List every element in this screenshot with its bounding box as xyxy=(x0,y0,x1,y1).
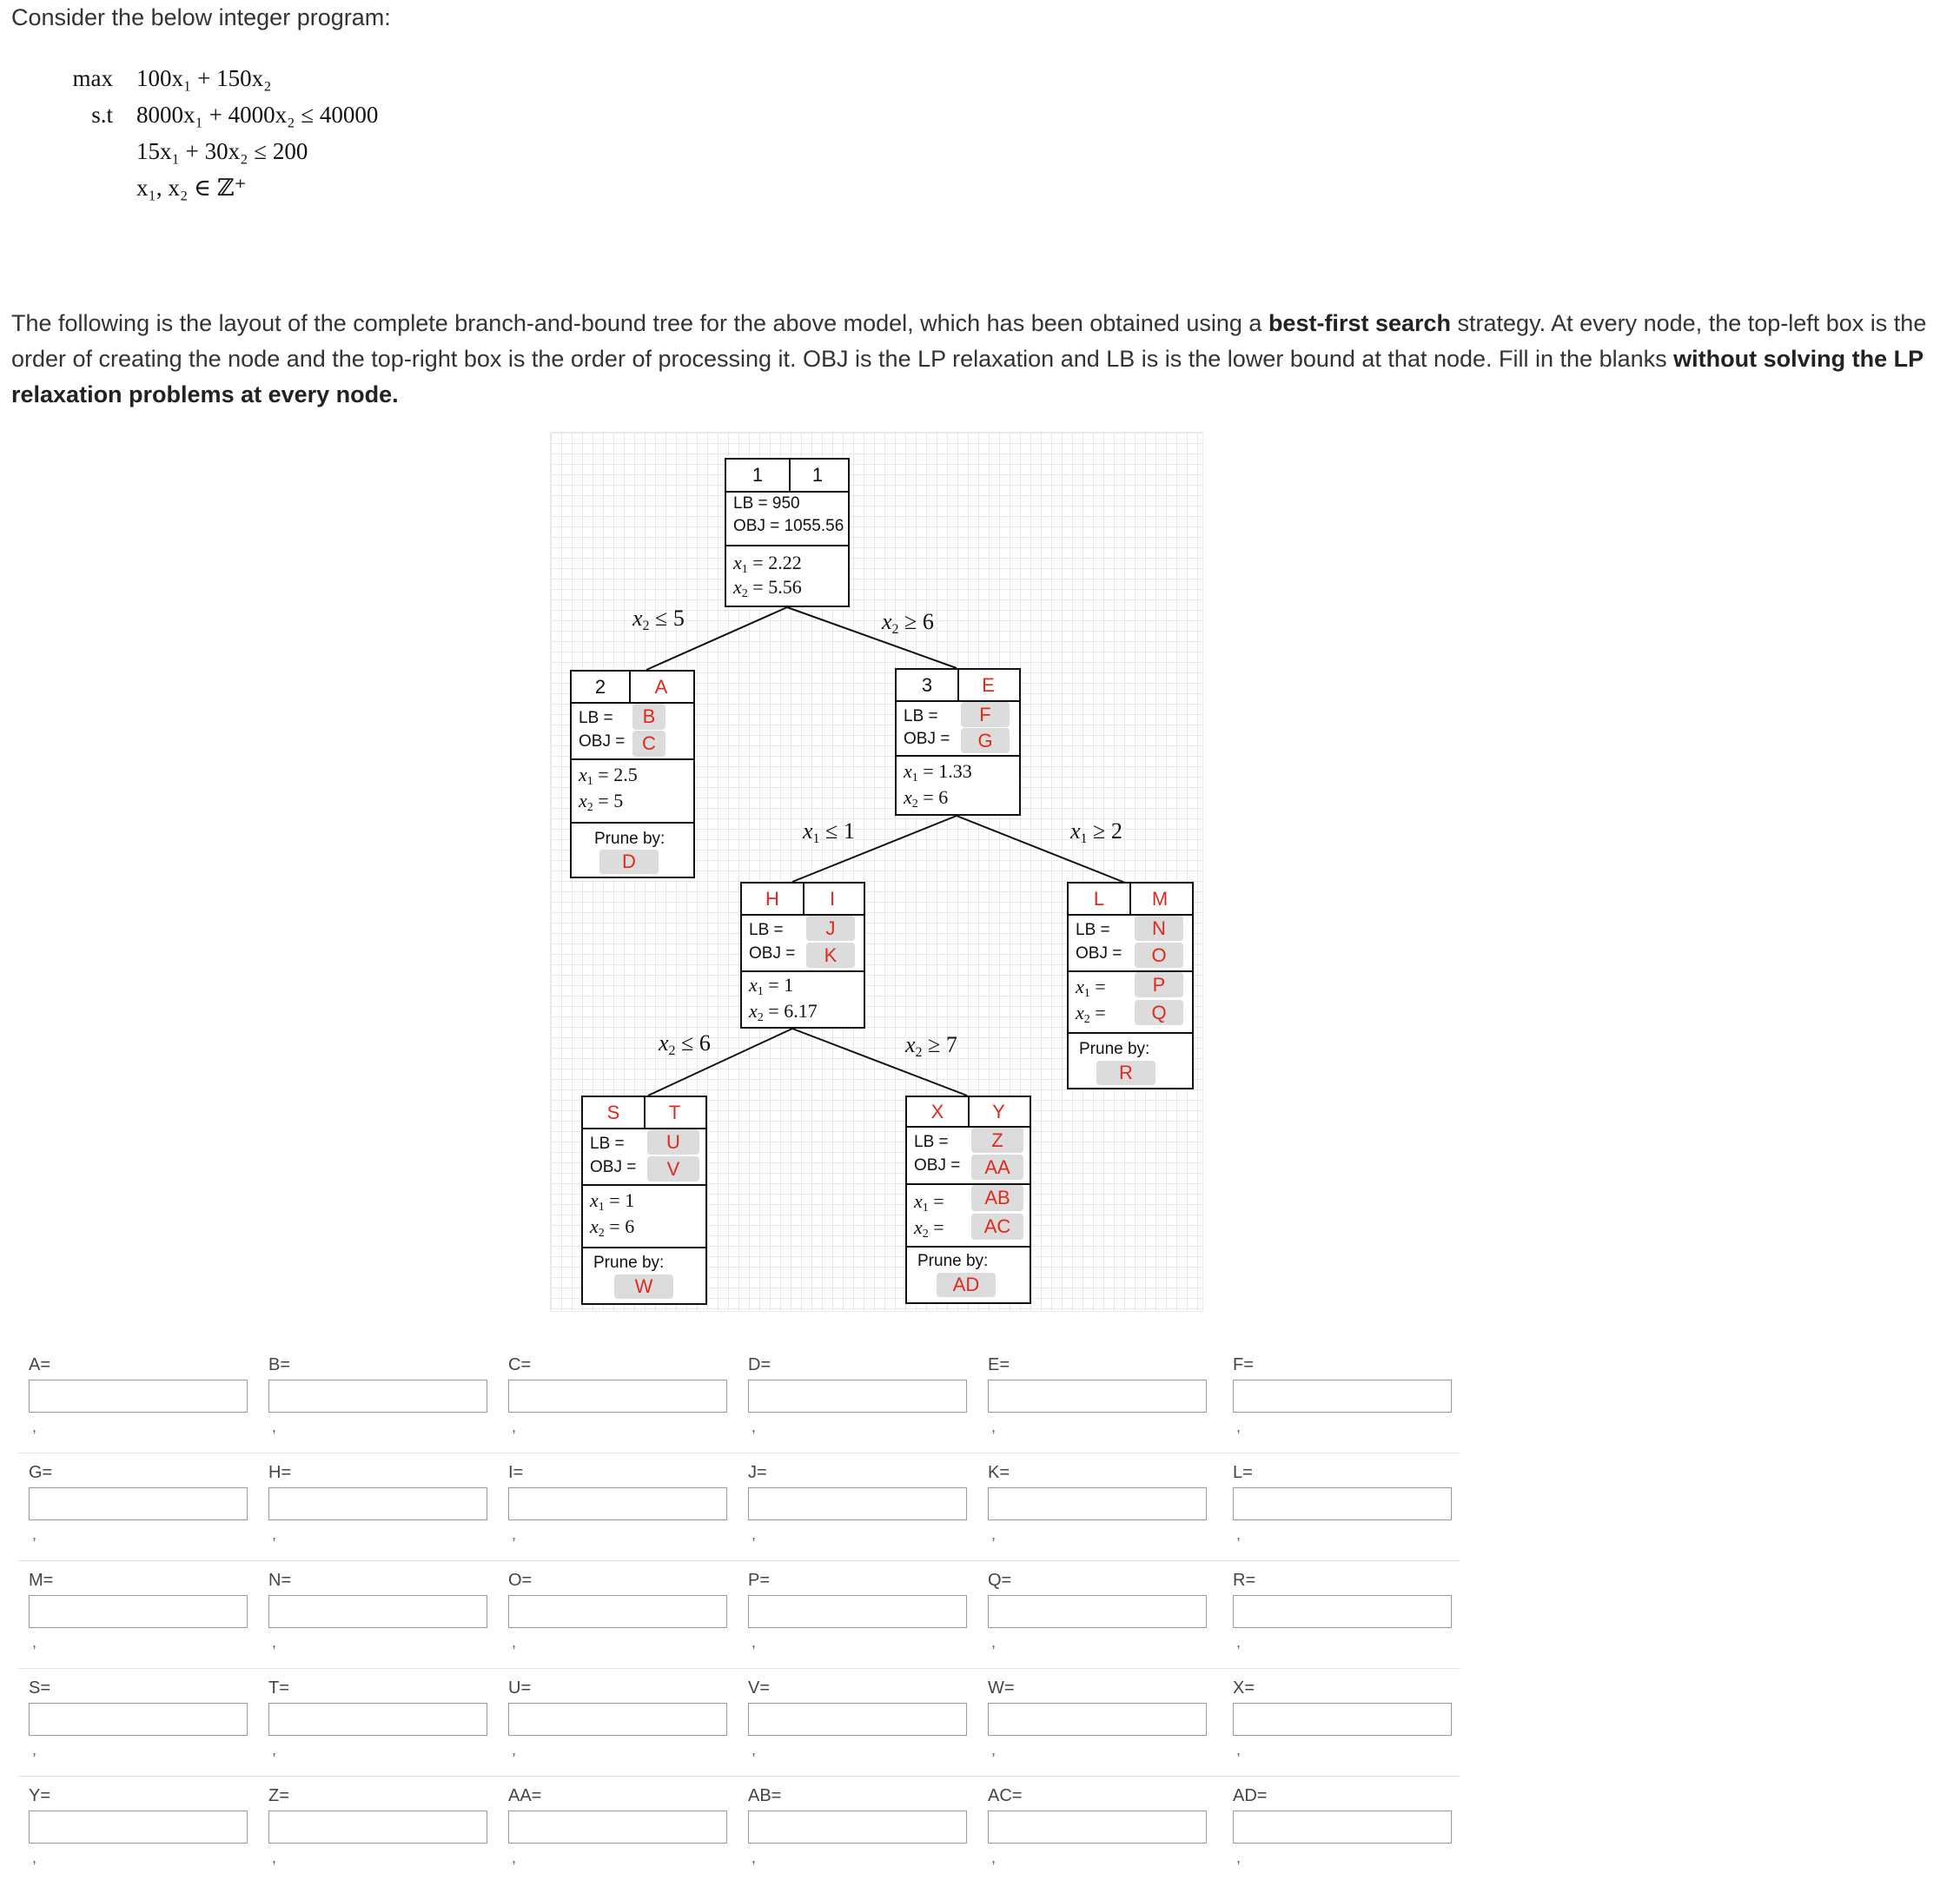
answer-cell xyxy=(498,1453,724,1560)
nodes-processed-blank: T xyxy=(668,1101,681,1123)
answer-input[interactable] xyxy=(508,1380,727,1413)
node3-obj-blank: G xyxy=(961,728,1010,753)
nodex-prune-blank: AD xyxy=(937,1273,996,1297)
answer-input[interactable] xyxy=(988,1703,1207,1736)
nodex-obj-blank: AA xyxy=(971,1155,1023,1180)
answer-label: Z= xyxy=(268,1786,289,1805)
answer-tick: , xyxy=(32,1849,37,1866)
answer-input[interactable] xyxy=(1233,1595,1452,1628)
answer-label: S= xyxy=(29,1678,51,1698)
answer-input[interactable] xyxy=(268,1811,487,1844)
answer-label: A= xyxy=(29,1355,51,1374)
answer-tick: , xyxy=(32,1526,37,1543)
answer-cell xyxy=(258,1453,484,1560)
node3-obj-label: OBJ = xyxy=(904,730,950,748)
answer-cell xyxy=(738,1345,963,1453)
answer-cell xyxy=(1222,1453,1448,1560)
answer-tick: , xyxy=(512,1526,517,1543)
answer-input[interactable] xyxy=(748,1380,967,1413)
answer-input[interactable] xyxy=(29,1487,248,1520)
node3-x2: 6 xyxy=(938,786,949,808)
node2-lb-blank: B xyxy=(632,704,665,730)
node3-processed-blank: E xyxy=(982,673,995,696)
answer-tick: , xyxy=(1236,1633,1242,1651)
branch-label-nodeh-left: $x_2 \le 6$ xyxy=(659,1030,711,1058)
answer-cell xyxy=(1222,1560,1448,1668)
answer-cell xyxy=(18,1345,244,1453)
answer-label: AB= xyxy=(748,1786,782,1805)
answer-tick: , xyxy=(752,1633,757,1651)
instructions-paragraph xyxy=(11,306,1949,413)
answer-input[interactable] xyxy=(268,1703,487,1736)
constraint-2: 15x₁ + 30x₂ ≤ 200 xyxy=(136,138,308,164)
answer-input[interactable] xyxy=(748,1487,967,1520)
node2-obj-blank: C xyxy=(632,731,665,757)
intro-text: Consider the below integer program: xyxy=(11,4,391,30)
root-x1: 2.22 xyxy=(768,552,802,573)
answer-input[interactable] xyxy=(268,1380,487,1413)
nodel-processed-blank: M xyxy=(1151,887,1169,910)
node-3: 3 E LB = OBJ = F G $x_1 = 1.33$ $x_2 = 6$ xyxy=(895,668,1021,816)
answer-label: J= xyxy=(748,1463,767,1482)
answer-label: G= xyxy=(29,1463,53,1482)
node-s: S T LB = OBJ = U V $x_1 = 1$ $x_2 = 6$ Prune by: W xyxy=(581,1096,707,1305)
nodes-lb-blank: U xyxy=(647,1129,699,1155)
nodes-obj-blank: V xyxy=(647,1156,699,1182)
nodex-processed-blank: Y xyxy=(992,1100,1005,1122)
answer-cell xyxy=(977,1345,1203,1453)
nodel-lb-blank: N xyxy=(1135,916,1183,941)
answer-input[interactable] xyxy=(748,1595,967,1628)
node3-lb-label: LB = xyxy=(904,707,938,725)
para-part-2: strategy. At every node, the top-left box is the order of creating the node and the top-right box is the order of processing it. OBJ is the LP relaxation and LB is is the lower bound at that node. Fill in the blanks xyxy=(11,310,1927,372)
nodex-obj-label: OBJ = xyxy=(914,1156,961,1175)
row-separator xyxy=(18,1560,1460,1561)
answer-cell xyxy=(977,1668,1203,1776)
branch-and-bound-tree xyxy=(550,432,1203,1312)
branch-label-root-right: $x_2 \ge 6$ xyxy=(882,609,934,637)
answer-label: P= xyxy=(748,1571,771,1590)
answer-label: X= xyxy=(1233,1678,1255,1698)
root-created-order: 1 xyxy=(726,460,791,491)
node3-created-order: 3 xyxy=(897,670,959,700)
answer-cell xyxy=(498,1345,724,1453)
answer-tick: , xyxy=(512,1849,517,1866)
answer-cell xyxy=(738,1776,963,1883)
answer-cell xyxy=(18,1776,244,1883)
nodeh-obj-label: OBJ = xyxy=(749,944,796,963)
constraint-3: x₁, x₂ ∈ ℤ⁺ xyxy=(136,175,247,201)
root-lb: LB = 950 xyxy=(733,494,800,513)
answer-cell xyxy=(258,1776,484,1883)
objective-function: 100x₁ + 150x₂ xyxy=(136,65,272,91)
answer-input[interactable] xyxy=(29,1380,248,1413)
answer-label: AC= xyxy=(988,1786,1023,1805)
nodeh-created-blank: H xyxy=(742,884,805,914)
answer-cell xyxy=(18,1668,244,1776)
answer-label: H= xyxy=(268,1463,292,1482)
answer-tick: , xyxy=(512,1633,517,1651)
branch-label-node3-left: $x_1 \le 1$ xyxy=(803,818,855,846)
answer-label: I= xyxy=(508,1463,524,1482)
answer-cell xyxy=(258,1560,484,1668)
answer-input[interactable] xyxy=(1233,1811,1452,1844)
answer-input[interactable] xyxy=(988,1380,1207,1413)
answer-label: C= xyxy=(508,1355,532,1374)
answer-label: E= xyxy=(988,1355,1010,1374)
node-2: 2 A LB = OBJ = B C $x_1 = 2.5$ $x_2 = 5$ Prune by: D xyxy=(570,670,695,878)
answer-tick: , xyxy=(752,1418,757,1435)
nodex-created-blank: X xyxy=(907,1097,970,1126)
answer-tick: , xyxy=(752,1741,757,1758)
answer-cell xyxy=(738,1668,963,1776)
row-separator xyxy=(18,1668,1460,1669)
nodes-lb-label: LB = xyxy=(590,1135,625,1153)
node2-x1: 2.5 xyxy=(613,764,638,785)
nodel-lb-label: LB = xyxy=(1076,921,1110,939)
answer-cell xyxy=(498,1560,724,1668)
node2-prune-blank: D xyxy=(599,850,659,874)
answer-label: K= xyxy=(988,1463,1010,1482)
nodel-prune-blank: R xyxy=(1096,1061,1155,1085)
answer-input[interactable] xyxy=(748,1811,967,1844)
answer-tick: , xyxy=(991,1741,997,1758)
answer-input[interactable] xyxy=(29,1595,248,1628)
nodex-x1-blank: AB xyxy=(971,1185,1023,1211)
node2-x2: 5 xyxy=(613,790,624,811)
nodeh-lb-label: LB = xyxy=(749,921,784,939)
answer-tick: , xyxy=(1236,1526,1242,1543)
answer-label: O= xyxy=(508,1571,533,1590)
answer-tick: , xyxy=(272,1849,277,1866)
nodes-created-blank: S xyxy=(583,1097,646,1128)
row-separator xyxy=(18,1776,1460,1777)
nodeh-x2: 6.17 xyxy=(784,1000,818,1022)
answer-label: W= xyxy=(988,1678,1015,1698)
node2-lb-label: LB = xyxy=(579,709,613,727)
answer-cell xyxy=(977,1776,1203,1883)
answer-label: R= xyxy=(1233,1571,1256,1590)
answer-tick: , xyxy=(752,1849,757,1866)
nodex-x2-blank: AC xyxy=(971,1214,1023,1240)
answer-input[interactable] xyxy=(508,1595,727,1628)
answer-label: V= xyxy=(748,1678,771,1698)
answer-tick: , xyxy=(272,1633,277,1651)
answer-input[interactable] xyxy=(1233,1380,1452,1413)
node2-processed-blank: A xyxy=(654,675,668,698)
root-x2: 5.56 xyxy=(768,576,802,598)
answer-input[interactable] xyxy=(268,1487,487,1520)
answer-tick: , xyxy=(991,1633,997,1651)
nodel-x2-blank: Q xyxy=(1135,1000,1183,1025)
answer-tick: , xyxy=(272,1418,277,1435)
node-h: H I LB = OBJ = J K $x_1 = 1$ $x_2 = 6.17$ xyxy=(740,882,865,1029)
answer-label: T= xyxy=(268,1678,289,1698)
node2-obj-label: OBJ = xyxy=(579,732,626,751)
para-bold-1: best-first search xyxy=(1268,310,1452,336)
answer-label: U= xyxy=(508,1678,532,1698)
answer-label: M= xyxy=(29,1571,54,1590)
answer-input[interactable] xyxy=(268,1595,487,1628)
answer-label: AD= xyxy=(1233,1786,1268,1805)
answer-cell xyxy=(18,1560,244,1668)
answer-tick: , xyxy=(1236,1849,1242,1866)
answer-cell xyxy=(498,1668,724,1776)
st-keyword: s.t xyxy=(91,102,113,128)
answer-input[interactable] xyxy=(748,1703,967,1736)
answer-label: F= xyxy=(1233,1355,1254,1374)
para-part-1: The following is the layout of the complete branch-and-bound tree for the above model, which has been obtained using a xyxy=(11,310,1268,336)
answer-tick: , xyxy=(1236,1418,1242,1435)
root-node: 1 1 LB = 950 OBJ = 1055.56 $x_1 = 2.22$ $x_2 = 5.56$ xyxy=(725,458,850,607)
answer-cell xyxy=(1222,1776,1448,1883)
node2-created-order: 2 xyxy=(572,672,631,702)
nodel-obj-label: OBJ = xyxy=(1076,944,1122,963)
answer-tick: , xyxy=(512,1418,517,1435)
answer-label: N= xyxy=(268,1571,292,1590)
answer-label: D= xyxy=(748,1355,771,1374)
answer-tick: , xyxy=(991,1526,997,1543)
answer-cell xyxy=(258,1668,484,1776)
answer-input[interactable] xyxy=(508,1487,727,1520)
answer-cell xyxy=(1222,1668,1448,1776)
answer-input[interactable] xyxy=(508,1811,727,1844)
branch-label-root-left: $x_2 \le 5$ xyxy=(632,606,685,633)
node-x: X Y LB = OBJ = Z AA $x_1$ = $x_2$ = AB AC Prune by: AD xyxy=(905,1096,1031,1304)
node2-prune-label: Prune by: xyxy=(594,830,665,848)
answer-input[interactable] xyxy=(29,1811,248,1844)
nodeh-obj-blank: K xyxy=(806,943,855,968)
nodel-prune-label: Prune by: xyxy=(1079,1040,1150,1058)
answer-cell xyxy=(1222,1345,1448,1453)
answer-input[interactable] xyxy=(508,1703,727,1736)
nodel-x1-blank: P xyxy=(1135,972,1183,997)
answer-tick: , xyxy=(32,1633,37,1651)
branch-label-node3-right: $x_1 \ge 2$ xyxy=(1070,818,1122,846)
answer-input[interactable] xyxy=(1233,1487,1452,1520)
answer-tick: , xyxy=(752,1526,757,1543)
nodes-obj-label: OBJ = xyxy=(590,1158,637,1176)
answer-tick: , xyxy=(272,1741,277,1758)
answer-label: Y= xyxy=(29,1786,51,1805)
answer-label: L= xyxy=(1233,1463,1253,1482)
nodel-created-blank: L xyxy=(1069,884,1131,914)
para-bold-2: without solving the LP relaxation problems at every node. xyxy=(11,346,1924,407)
nodeh-lb-blank: J xyxy=(806,916,855,941)
answer-label: Q= xyxy=(988,1571,1012,1590)
branch-label-nodeh-right: $x_2 \ge 7$ xyxy=(905,1032,957,1060)
nodel-obj-blank: O xyxy=(1135,943,1183,968)
constraint-1: 8000x₁ + 4000x₂ ≤ 40000 xyxy=(136,102,379,128)
answer-tick: , xyxy=(272,1526,277,1543)
answer-input[interactable] xyxy=(988,1811,1207,1844)
answer-cell xyxy=(498,1776,724,1883)
answer-input[interactable] xyxy=(988,1487,1207,1520)
answer-label: B= xyxy=(268,1355,291,1374)
answer-label: AA= xyxy=(508,1786,542,1805)
node-l: L M LB = OBJ = N O $x_1$ = $x_2$ = P Q Prune by: R xyxy=(1067,882,1194,1089)
root-obj: OBJ = 1055.56 xyxy=(733,517,844,535)
node3-lb-blank: F xyxy=(961,702,1010,727)
nodes-x2: 6 xyxy=(625,1215,635,1237)
nodes-prune-label: Prune by: xyxy=(593,1254,665,1272)
answer-tick: , xyxy=(991,1849,997,1866)
nodex-lb-label: LB = xyxy=(914,1133,949,1151)
answer-tick: , xyxy=(1236,1741,1242,1758)
nodeh-processed-blank: I xyxy=(829,887,836,910)
answer-input[interactable] xyxy=(988,1595,1207,1628)
answer-input[interactable] xyxy=(29,1703,248,1736)
answer-tick: , xyxy=(32,1418,37,1435)
answer-cell xyxy=(258,1345,484,1453)
answer-cell xyxy=(18,1453,244,1560)
nodex-lb-blank: Z xyxy=(971,1128,1023,1153)
node3-x1: 1.33 xyxy=(938,760,972,782)
max-keyword: max xyxy=(72,65,113,91)
answer-cell xyxy=(738,1453,963,1560)
nodes-x1: 1 xyxy=(625,1189,635,1211)
answer-tick: , xyxy=(512,1741,517,1758)
answer-input[interactable] xyxy=(1233,1703,1452,1736)
answer-cell xyxy=(977,1560,1203,1668)
nodex-prune-label: Prune by: xyxy=(917,1252,989,1270)
answer-cell xyxy=(738,1560,963,1668)
answer-tick: , xyxy=(32,1741,37,1758)
answer-cell xyxy=(977,1453,1203,1560)
nodeh-x1: 1 xyxy=(784,974,794,996)
answer-tick: , xyxy=(991,1418,997,1435)
nodes-prune-blank: W xyxy=(614,1274,673,1299)
root-processed-order: 1 xyxy=(811,464,824,486)
